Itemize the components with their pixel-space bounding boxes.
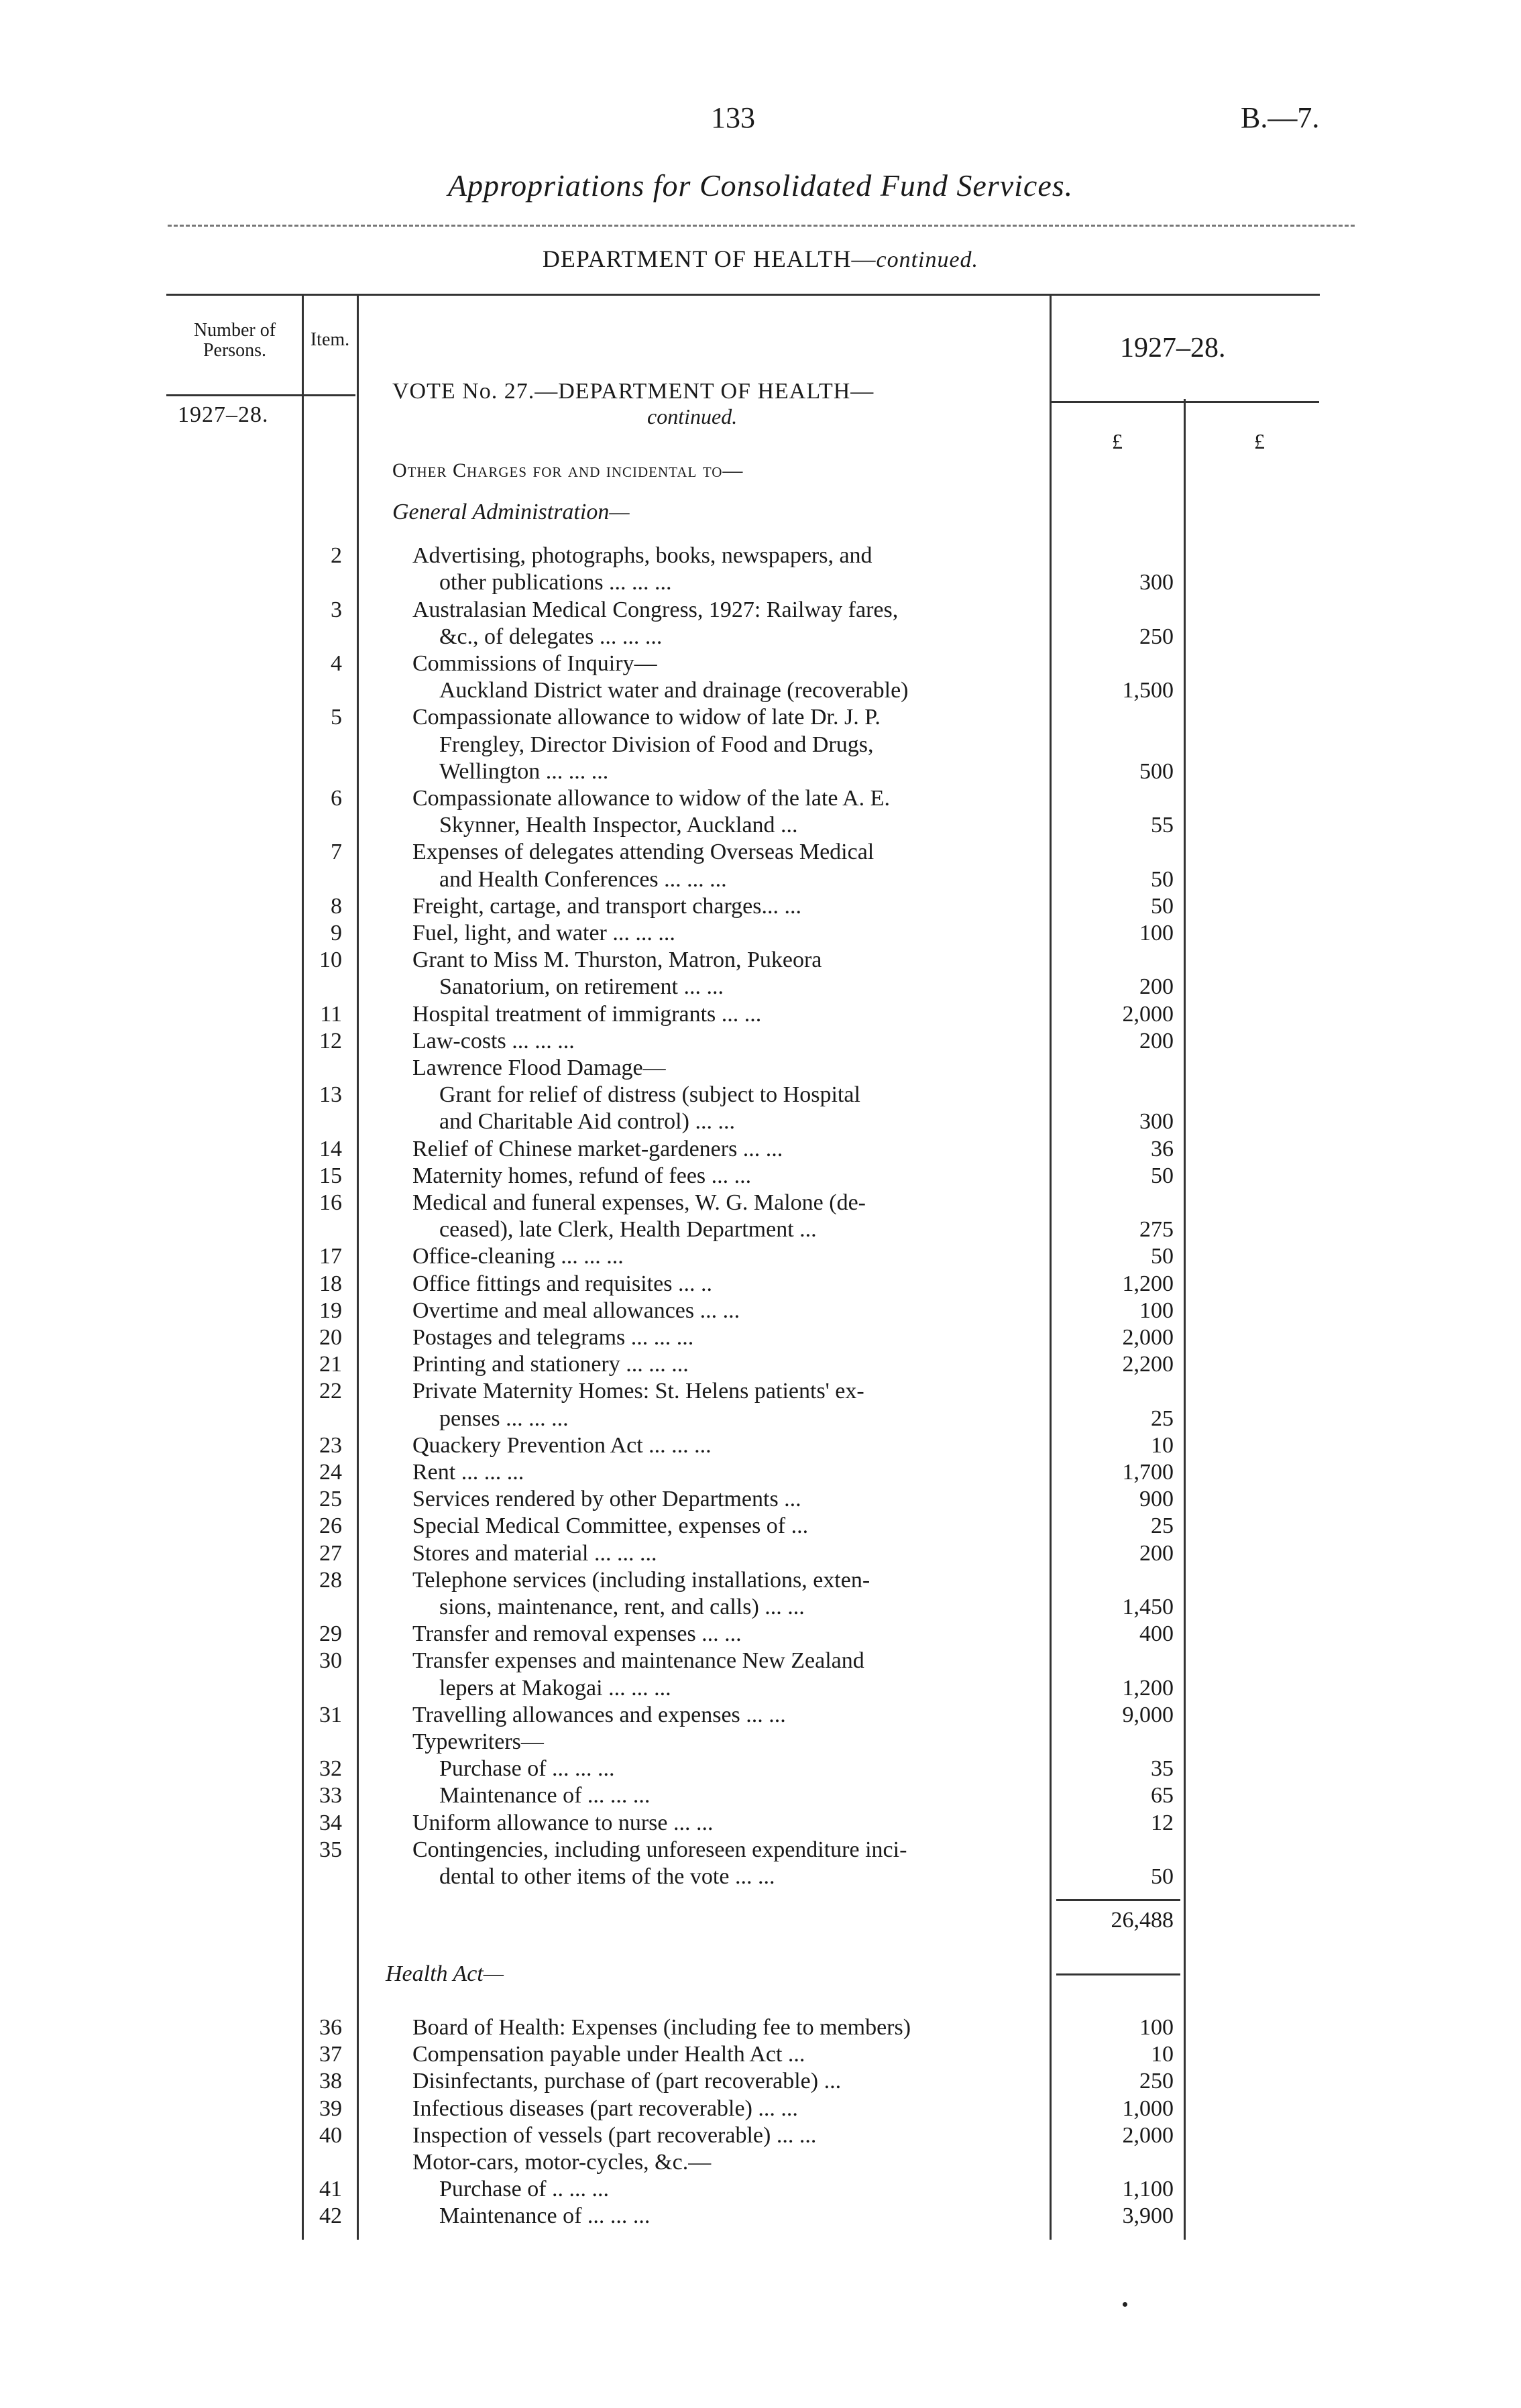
item-number: 10 [319,948,342,973]
item-number: 35 [319,1837,342,1862]
item-number: 25 [319,1487,342,1512]
item-description: other publications ... ... ... [439,570,672,595]
number-of-persons-header: Number of Persons. [193,320,276,361]
table-row [0,948,1521,974]
table-row [0,705,1521,732]
table-row [0,2203,1521,2230]
item-amount: 250 [1139,624,1174,649]
item-description: Expenses of delegates attending Overseas Medical [412,840,875,865]
item-amount: 200 [1139,1540,1174,1566]
table-row [0,2042,1521,2069]
table-row [0,1676,1521,1703]
item-description: Overtime and meal allowances ... ... [412,1298,740,1323]
item-description: dental to other items of the vote ... ... [439,1864,775,1889]
item-description: Grant to Miss M. Thurston, Matron, Pukeora [412,948,822,973]
table-row [0,1864,1521,1891]
item-description: Auckland District water and drainage (recoverable) [439,678,909,703]
item-amount: 1,000 [1122,2096,1174,2121]
item-description: Transfer and removal expenses ... ... [412,1621,742,1647]
item-number: 2 [331,543,342,569]
table-row [0,1811,1521,1837]
vote-title-continued: continued. [647,404,738,428]
table-row [0,2069,1521,2096]
table-row [0,867,1521,894]
table-row [0,786,1521,813]
item-description: Australasian Medical Congress, 1927: Railway fares, [412,597,899,622]
stray-mark [1123,2302,1127,2307]
table-row [0,1433,1521,1460]
item-number: 11 [320,1001,342,1027]
item-amount: 200 [1139,1028,1174,1053]
item-number: 13 [319,1082,342,1108]
table-row [0,894,1521,921]
item-description: Relief of Chinese market-gardeners ... ... [412,1136,783,1161]
item-amount: 35 [1151,1756,1174,1782]
item-number: 39 [319,2096,342,2121]
table-row [0,1487,1521,1513]
general-administration-heading: General Administration— [392,500,630,524]
item-description: penses ... ... ... [439,1406,569,1431]
table-row [0,1055,1521,1082]
item-amount: 500 [1139,758,1174,784]
item-amount: 50 [1151,866,1174,892]
item-amount: 25 [1151,1406,1174,1431]
item-description: Office fittings and requisites ... .. [412,1271,712,1296]
item-description: Purchase of .. ... ... [439,2177,610,2202]
item-number: 27 [319,1540,342,1566]
item-amount: 2,000 [1122,1325,1174,1350]
item-description: Inspection of vessels (part recoverable) ... ... [412,2122,817,2148]
item-number: 18 [319,1271,342,1296]
general-administration-total: 26,488 [1111,1908,1174,1933]
persons-year: 1927–28. [178,402,269,427]
table-row [0,1648,1521,1675]
subtotal-rule [1056,1899,1180,1901]
item-description: Uniform allowance to nurse ... ... [412,1810,714,1835]
item-amount: 55 [1151,813,1174,838]
item-amount: 100 [1139,2015,1174,2040]
item-description: Services rendered by other Departments ... [412,1487,801,1512]
table-row [0,1325,1521,1352]
item-description: Purchase of ... ... ... [439,1756,615,1782]
item-description: &c., of delegates ... ... ... [439,624,663,649]
table-row [0,1271,1521,1298]
item-description: Motor-cars, motor-cycles, &c.— [412,2150,712,2175]
page-reference: B.—7. [1241,101,1320,134]
table-row [0,1621,1521,1648]
table-row [0,840,1521,866]
item-number: 9 [331,921,342,945]
item-description: Private Maternity Homes: St. Helens patients' ex- [412,1379,864,1404]
item-description: Skynner, Health Inspector, Auckland ... [439,813,798,838]
table-row [0,543,1521,570]
vote-title: VOTE No. 27.—DEPARTMENT OF HEALTH— [392,379,875,404]
item-number: 8 [331,893,342,919]
item-description: Compassionate allowance to widow of the late A. E. [412,786,890,811]
pound-sign-left: £ [1112,429,1123,453]
item-amount: 1,450 [1122,1595,1174,1619]
item-number: 5 [331,705,342,730]
item-amount: 9,000 [1122,1702,1174,1727]
item-number: 21 [319,1352,342,1377]
item-description: Maintenance of ... ... ... [439,2203,651,2229]
item-description: Special Medical Committee, expenses of ... [412,1513,809,1539]
table-row [0,1137,1521,1163]
table-row [0,759,1521,786]
department-heading: DEPARTMENT OF HEALTH—continued. [542,245,979,272]
table-row [0,1703,1521,1729]
item-description: Fuel, light, and water ... ... ... [412,921,675,945]
table-row [0,813,1521,840]
item-amount: 10 [1151,1432,1174,1458]
item-amount: 36 [1151,1136,1174,1161]
item-number: 28 [319,1567,342,1593]
item-amount: 3,900 [1122,2203,1174,2229]
table-row [0,624,1521,651]
item-description: Typewriters— [412,1729,544,1754]
item-header: Item. [310,329,350,350]
table-row [0,1729,1521,1756]
item-description: Transfer expenses and maintenance New Zealand [412,1648,864,1674]
table-row [0,678,1521,705]
table-row [0,1244,1521,1271]
table-row [0,1541,1521,1568]
item-number: 38 [319,2069,342,2094]
item-number: 14 [319,1136,342,1161]
item-amount: 10 [1151,2042,1174,2067]
item-amount: 1,200 [1122,1675,1174,1701]
header-divider [168,225,1355,227]
table-row [0,732,1521,759]
item-amount: 25 [1151,1513,1174,1539]
item-amount: 200 [1139,974,1174,1000]
item-number: 37 [319,2042,342,2067]
table-row [0,2177,1521,2203]
item-number: 24 [319,1460,342,1485]
table-row [0,570,1521,597]
item-amount: 50 [1151,1163,1174,1188]
item-amount: 250 [1139,2069,1174,2094]
item-description: Printing and stationery ... ... ... [412,1352,689,1377]
item-description: Rent ... ... ... [412,1460,524,1485]
item-amount: 65 [1151,1783,1174,1809]
item-description: and Charitable Aid control) ... ... [439,1109,735,1135]
table-row [0,2015,1521,2042]
running-head: Appropriations for Consolidated Fund Services. [447,168,1074,203]
item-number: 22 [319,1379,342,1404]
health-act-heading: Health Act— [386,1961,504,1986]
item-number: 42 [319,2203,342,2229]
item-number: 19 [319,1298,342,1323]
item-amount: 275 [1139,1217,1174,1243]
item-number: 29 [319,1621,342,1647]
item-number: 7 [331,840,342,865]
year-header: 1927–28. [1120,333,1226,363]
table-row [0,1082,1521,1109]
item-amount: 1,700 [1122,1460,1174,1485]
item-amount: 50 [1151,893,1174,919]
table-row [0,1002,1521,1029]
page-number: 133 [711,101,755,134]
item-amount: 300 [1139,1109,1174,1135]
table-row [0,1783,1521,1810]
item-description: Compensation payable under Health Act ... [412,2042,805,2067]
table-row [0,1029,1521,1055]
table-row [0,2123,1521,2150]
item-amount: 1,500 [1122,678,1174,703]
item-description: Stores and material ... ... ... [412,1540,657,1566]
table-row [0,1190,1521,1217]
item-amount: 2,000 [1122,2122,1174,2148]
item-amount: 900 [1139,1487,1174,1512]
year-header-rule [1051,401,1319,403]
item-description: Advertising, photographs, books, newspapers, and [412,543,872,569]
table-row [0,1756,1521,1783]
item-number: 31 [319,1702,342,1727]
table-row [0,1298,1521,1325]
item-amount: 100 [1139,1298,1174,1323]
item-amount: 1,200 [1122,1271,1174,1296]
item-description: Maintenance of ... ... ... [439,1783,651,1809]
item-description: Infectious diseases (part recoverable) ... ... [412,2096,798,2121]
item-description: ceased), late Clerk, Health Department ... [439,1217,817,1243]
item-description: lepers at Makogai ... ... ... [439,1675,671,1701]
item-number: 3 [331,597,342,622]
item-description: Hospital treatment of immigrants ... ... [412,1001,762,1027]
pound-sign-right: £ [1254,429,1265,453]
item-number: 30 [319,1648,342,1674]
item-description: Telephone services (including installations, exten- [412,1567,870,1593]
persons-header-rule [166,394,355,396]
other-charges-heading: Other Charges for and incidental to— [392,459,744,481]
table-row [0,1595,1521,1621]
item-description: Medical and funeral expenses, W. G. Malone (de- [412,1190,866,1215]
table-row [0,597,1521,624]
item-number: 32 [319,1756,342,1782]
item-number: 36 [319,2015,342,2040]
table-row [0,1568,1521,1595]
table-row [0,921,1521,948]
item-description: Postages and telegrams ... ... ... [412,1325,694,1350]
table-row [0,1163,1521,1190]
item-number: 41 [319,2177,342,2202]
item-number: 12 [319,1028,342,1053]
item-amount: 100 [1139,921,1174,945]
table-row [0,1406,1521,1433]
table-row [0,974,1521,1001]
table-top-rule [166,294,1320,296]
item-description: sions, maintenance, rent, and calls) ... ... [439,1595,805,1619]
table-row [0,651,1521,678]
table-row [0,1109,1521,1136]
item-amount: 50 [1151,1244,1174,1269]
subtotal-underline [1056,1973,1180,1975]
item-description: Travelling allowances and expenses ... ... [412,1702,786,1727]
table-row [0,2150,1521,2177]
item-number: 15 [319,1163,342,1188]
item-amount: 50 [1151,1864,1174,1889]
item-number: 40 [319,2122,342,2148]
table-row [0,1460,1521,1487]
item-description: Compassionate allowance to widow of late Dr. J. P. [412,705,881,730]
item-amount: 1,100 [1122,2177,1174,2202]
item-number: 34 [319,1810,342,1835]
table-row [0,1379,1521,1406]
item-description: Contingencies, including unforeseen expenditure inci- [412,1837,907,1862]
item-description: Maternity homes, refund of fees ... ... [412,1163,752,1188]
item-amount: 2,000 [1122,1001,1174,1027]
item-description: Grant for relief of distress (subject to Hospital [439,1082,860,1108]
item-number: 20 [319,1325,342,1350]
item-number: 6 [331,786,342,811]
table-row [0,1352,1521,1379]
item-description: and Health Conferences ... ... ... [439,866,727,892]
item-description: Frengley, Director Division of Food and Drugs, [439,732,874,757]
item-description: Freight, cartage, and transport charges... ... [412,893,802,919]
item-description: Wellington ... ... ... [439,758,609,784]
item-number: 26 [319,1513,342,1539]
item-description: Law-costs ... ... ... [412,1028,575,1053]
table-row [0,1217,1521,1244]
item-amount: 400 [1139,1621,1174,1647]
department-heading-continued: continued. [876,247,979,272]
item-description: Quackery Prevention Act ... ... ... [412,1432,712,1458]
item-description: Board of Health: Expenses (including fee to members) [412,2015,911,2040]
item-number: 23 [319,1432,342,1458]
item-number: 33 [319,1783,342,1809]
item-number: 17 [319,1244,342,1269]
table-row [0,2096,1521,2123]
item-description: Lawrence Flood Damage— [412,1055,666,1080]
item-description: Office-cleaning ... ... ... [412,1244,624,1269]
item-amount: 2,200 [1122,1352,1174,1377]
item-number: 16 [319,1190,342,1215]
item-amount: 12 [1151,1810,1174,1835]
item-amount: 300 [1139,570,1174,595]
item-description: Sanatorium, on retirement ... ... [439,974,724,1000]
item-description: Commissions of Inquiry— [412,651,657,676]
table-row [0,1513,1521,1540]
table-row [0,1837,1521,1864]
item-description: Disinfectants, purchase of (part recoverable) ... [412,2069,842,2094]
item-number: 4 [331,651,342,676]
